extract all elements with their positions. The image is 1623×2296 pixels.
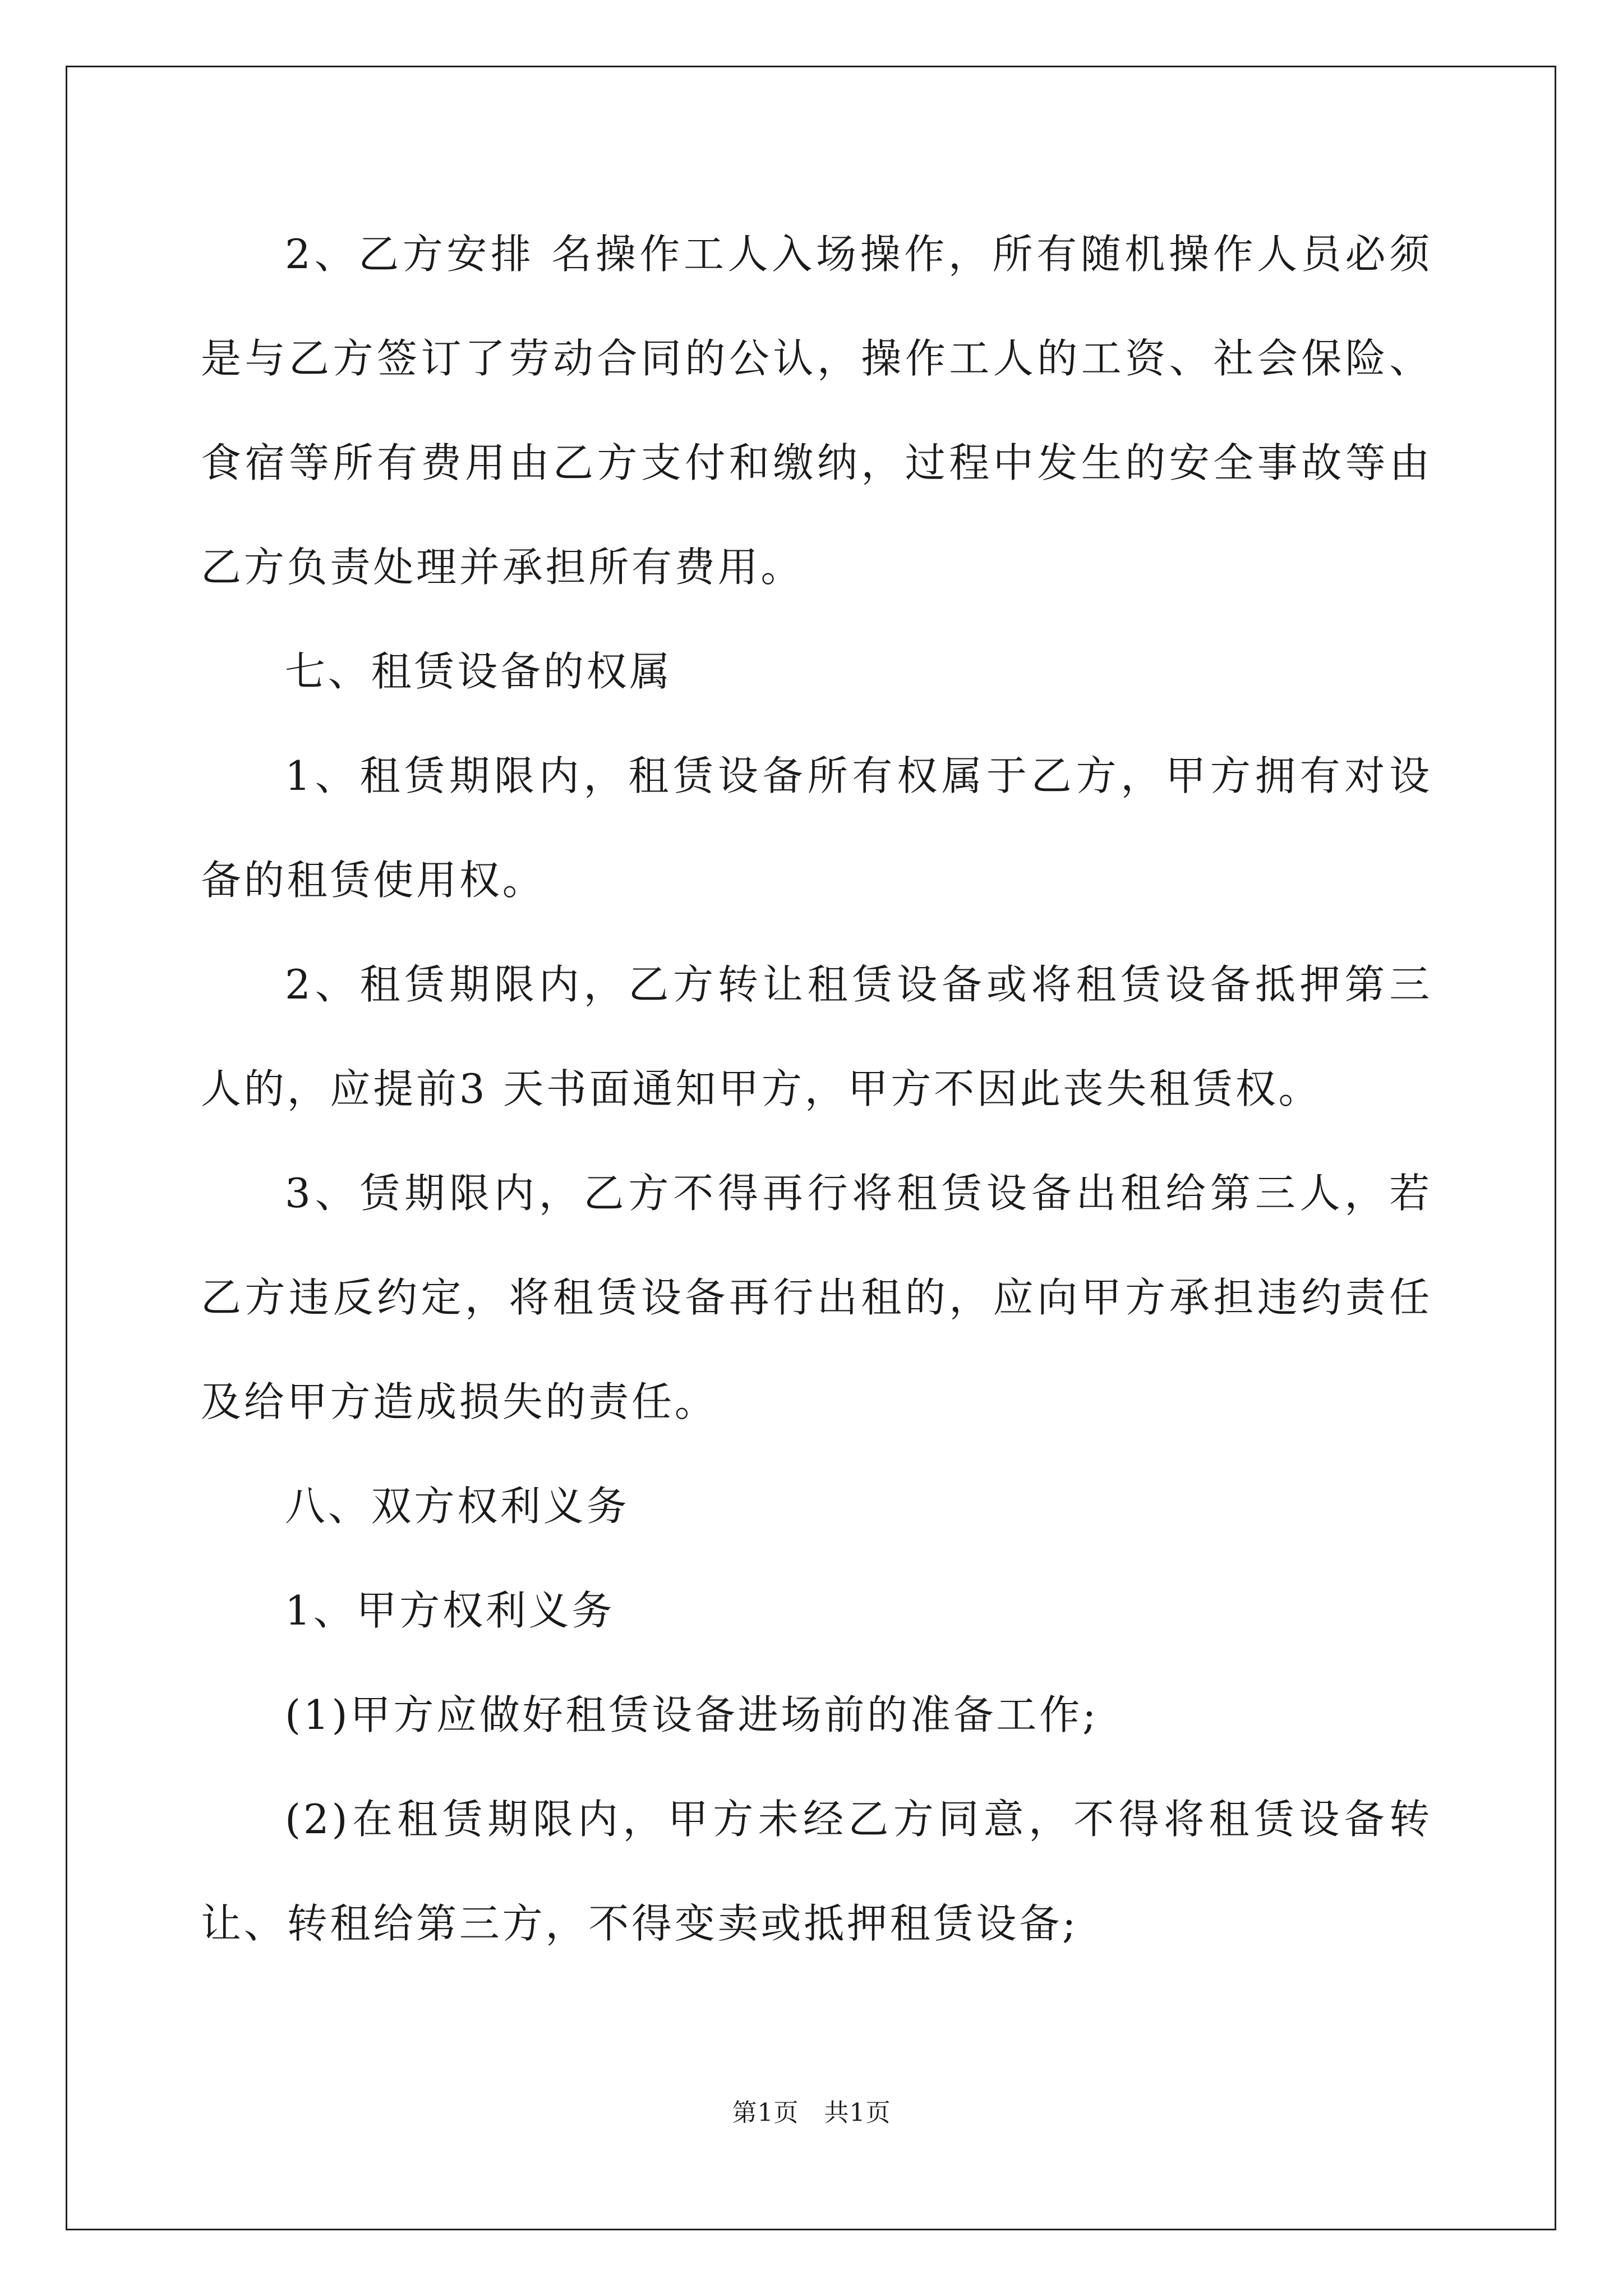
section-heading: 八、双方权利义务 — [285, 1483, 630, 1530]
document-body — [201, 202, 1432, 1976]
paragraph: 1、租赁期限内，租赁设备所有权属于乙方，甲方拥有对设备的租赁使用权。 — [201, 752, 1432, 904]
list-item: (1)甲方应做好租赁设备进场前的准备工作; — [285, 1691, 1099, 1738]
total-pages-label: 共1页 — [824, 2099, 891, 2127]
paragraph: 2、乙方安排 名操作工人入场操作，所有随机操作人员必须是与乙方签订了劳动合同的公认，操作工人的工资、社会保险、食宿等所有费用由乙方支付和缴纳，过程中发生的安全事故等由乙方负责处理并承担所有费用。 — [201, 231, 1432, 591]
list-item: (2)在租赁期限内，甲方未经乙方同意，不得将租赁设备转让、转租给第三方，不得变卖或抵押租赁设备; — [201, 1796, 1432, 1947]
page-footer — [0, 2096, 1623, 2130]
section-heading: 七、租赁设备的权属 — [285, 648, 673, 695]
current-page-label: 第1页 — [732, 2099, 799, 2127]
paragraph: 3、赁期限内，乙方不得再行将租赁设备出租给第三人，若乙方违反约定，将租赁设备再行出租的，应向甲方承担违约责任及给甲方造成损失的责任。 — [201, 1170, 1432, 1425]
subsection-heading: 1、甲方权利义务 — [285, 1587, 615, 1634]
paragraph: 2、租赁期限内，乙方转让租赁设备或将租赁设备抵押第三人的，应提前3 天书面通知甲方，甲方不因此丧失租赁权。 — [201, 961, 1432, 1112]
